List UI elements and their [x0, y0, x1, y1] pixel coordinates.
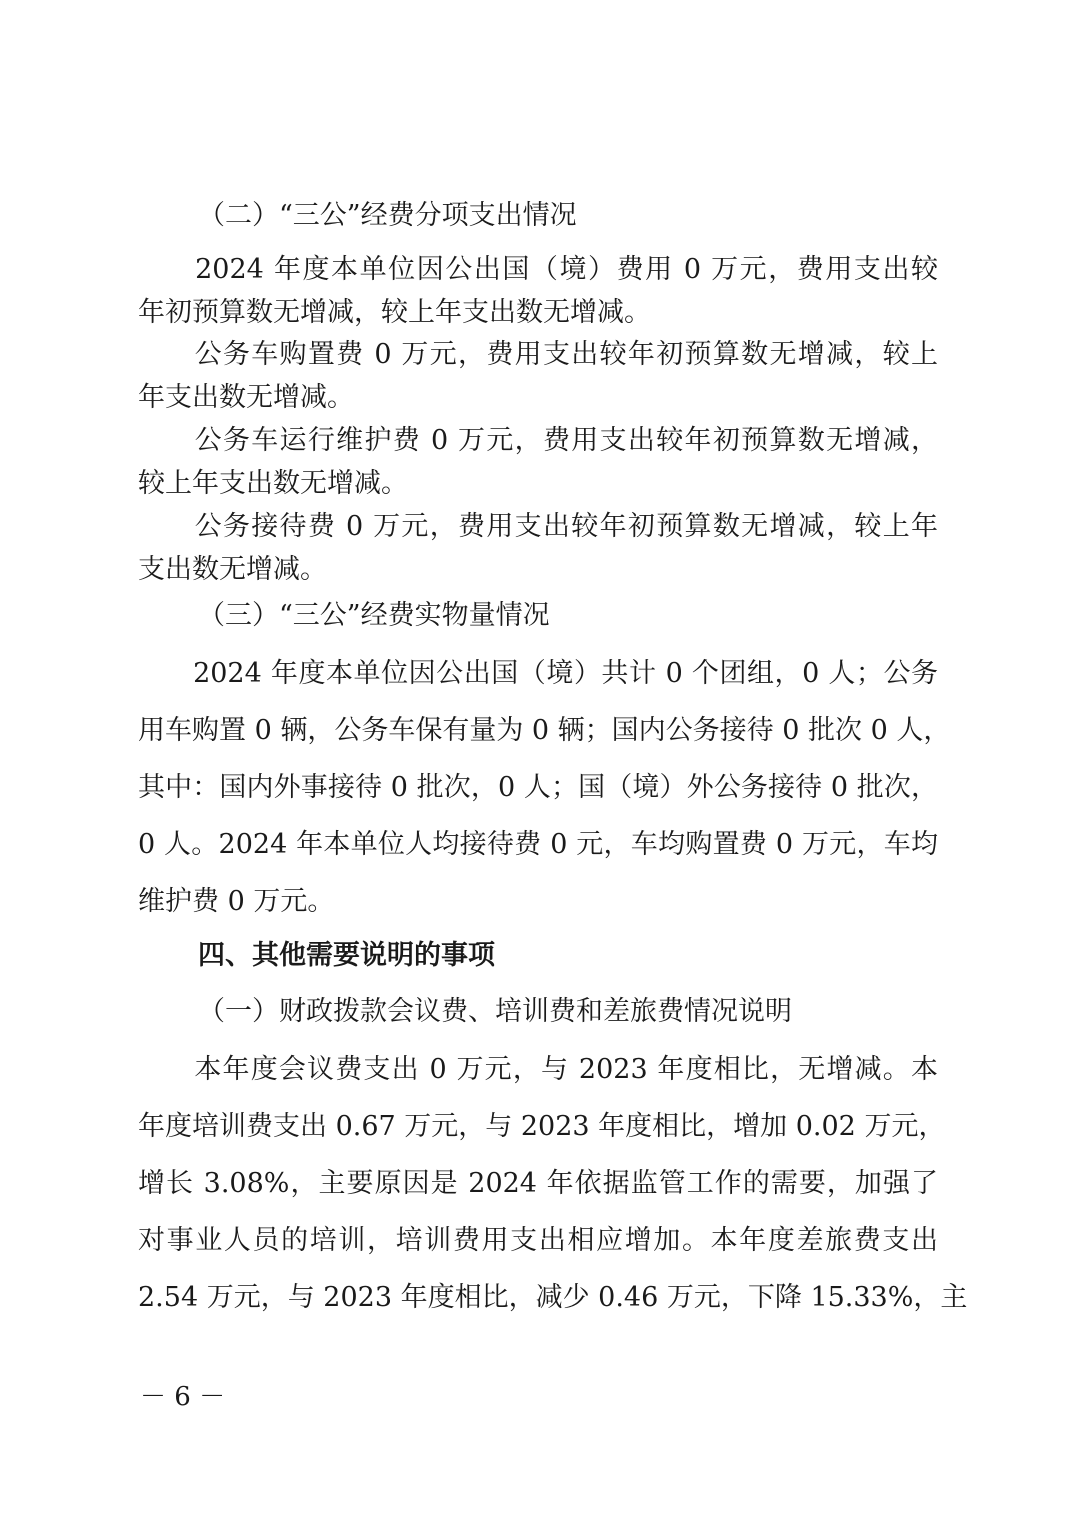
paragraph-line: 本年度会议费支出 0 万元，与 2023 年度相比，无增减。本 — [138, 1054, 938, 1085]
paragraph-line: 对事业人员的培训，培训费用支出相应增加。本年度差旅费支出 — [138, 1225, 938, 1256]
paragraph-line: 用车购置 0 辆，公务车保有量为 0 辆；国内公务接待 0 批次 0 人， — [138, 715, 951, 746]
paragraph-line: 公务车购置费 0 万元，费用支出较年初预算数无增减，较上 — [138, 339, 938, 370]
paragraph-line: 年支出数无增减。 — [138, 382, 354, 413]
section-heading-other-matters: 四、其他需要说明的事项 — [198, 940, 495, 971]
paragraph-line: 维护费 0 万元。 — [138, 886, 335, 917]
paragraph-line: 公务接待费 0 万元，费用支出较年初预算数无增减，较上年 — [138, 511, 938, 542]
paragraph-line: 2.54 万元，与 2023 年度相比，减少 0.46 万元，下降 15.33%，主 — [138, 1282, 968, 1313]
paragraph-line: 年初预算数无增减，较上年支出数无增减。 — [138, 297, 651, 328]
section-heading-meeting-training-travel: （一）财政拨款会议费、培训费和差旅费情况说明 — [198, 996, 792, 1027]
paragraph-line: 支出数无增减。 — [138, 554, 327, 585]
paragraph-line: 其中：国内外事接待 0 批次，0 人；国（境）外公务接待 0 批次， — [138, 772, 938, 803]
paragraph-line: 2024 年度本单位因公出国（境）共计 0 个团组，0 人；公务 — [138, 658, 938, 689]
paragraph-line: 年度培训费支出 0.67 万元，与 2023 年度相比，增加 0.02 万元， — [138, 1111, 946, 1142]
paragraph-line: 公务车运行维护费 0 万元，费用支出较年初预算数无增减， — [138, 425, 938, 456]
section-heading-expense-breakdown: （二）“三公”经费分项支出情况 — [198, 200, 577, 231]
paragraph-line: 较上年支出数无增减。 — [138, 468, 408, 499]
page-number: － 6 － — [140, 1382, 226, 1412]
paragraph-line: 增长 3.08%，主要原因是 2024 年依据监管工作的需要，加强了 — [138, 1168, 938, 1199]
paragraph-line: 0 人。2024 年本单位人均接待费 0 元，车均购置费 0 万元，车均 — [138, 829, 938, 860]
section-heading-physical-quantity: （三）“三公”经费实物量情况 — [198, 600, 550, 631]
paragraph-line: 2024 年度本单位因公出国（境）费用 0 万元，费用支出较 — [138, 254, 938, 285]
